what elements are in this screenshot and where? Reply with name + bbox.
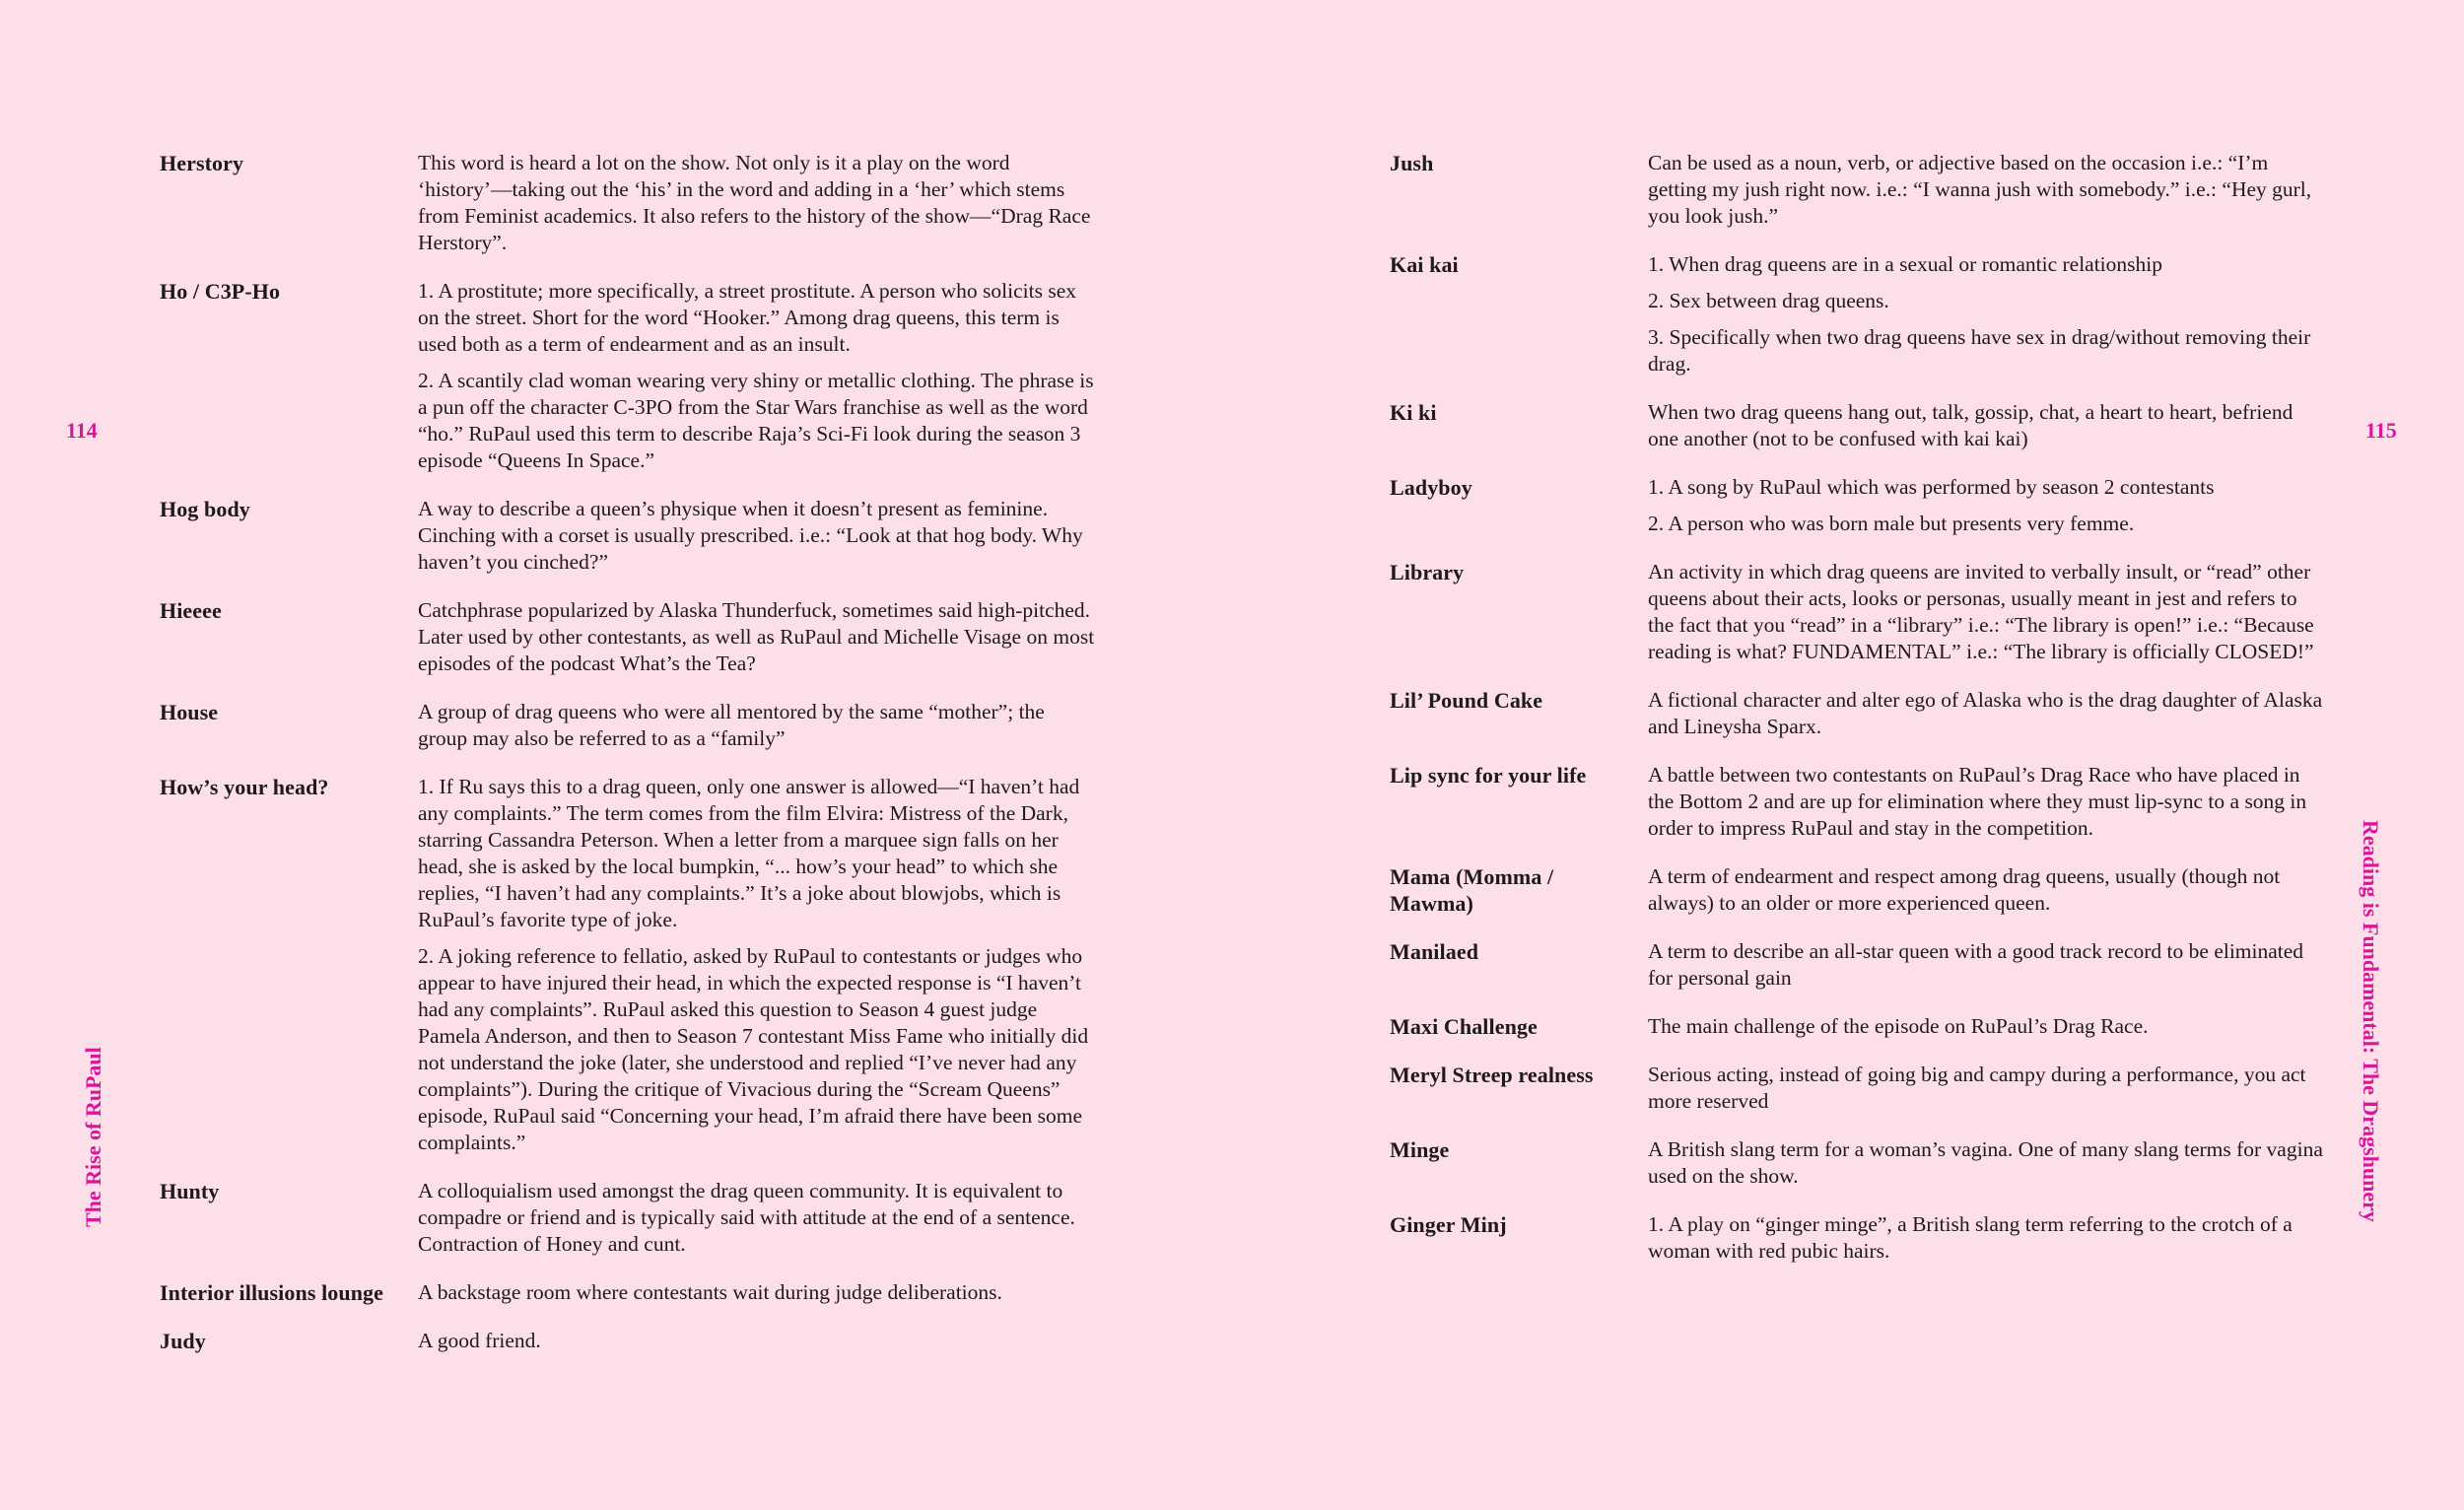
glossary-definition: 1. If Ru says this to a drag queen, only one answer is allowed—“I haven’t had any complaints.” The term comes from the film Elvira: Mistress of the Dark, starring Cassandra Peterson. When a letter from a marquee sign falls on her head, she is asked by the local bumpkin, “... how’s your head” to which she replies, “I haven’t had any complaints.” It’s a joke about blowjobs, which is RuPaul’s favorite type of joke. xyxy=(418,775,1080,931)
glossary-entry xyxy=(160,597,1145,677)
glossary-definition: 2. A joking reference to fellatio, asked by RuPaul to contestants or judges who appear to have injured their head, in which the expected response is “I haven’t had any complaints”. RuPaul asked this question to Season 4 guest judge Pamela Anderson, and then to Season 7 contestant Miss Fame who initially did not understand the joke (later, she understood and replied “I’ve never had any complaints”). During the critique of Vivacious during the “Scream Queens” episode, RuPaul said “Concerning your head, I’m afraid there have been some complaints.” xyxy=(418,944,1089,1154)
glossary-definition: When two drag queens hang out, talk, gossip, chat, a heart to heart, befriend one another (not to be confused with kai kai) xyxy=(1648,400,2293,450)
glossary-term: Maxi Challenge xyxy=(1390,1014,1538,1039)
running-title-right: Reading is Fundamental: The Dragshunery xyxy=(2359,820,2383,1222)
glossary-entry xyxy=(1390,938,2375,992)
glossary-definition: 1. When drag queens are in a sexual or romantic relationship xyxy=(1648,252,2162,276)
right-page-glossary xyxy=(1390,150,2375,1286)
glossary-definition: A term of endearment and respect among drag queens, usually (though not always) to an older or more experienced queen. xyxy=(1648,864,2281,915)
glossary-definition: A backstage room where contestants wait during judge deliberations. xyxy=(418,1280,1002,1304)
page-number-right: 115 xyxy=(2365,418,2397,443)
glossary-entry xyxy=(1390,399,2375,452)
glossary-term: Ki ki xyxy=(1390,400,1437,425)
glossary-entry xyxy=(1390,1136,2375,1190)
glossary-term: Hog body xyxy=(160,497,250,521)
glossary-definition: 3. Specifically when two drag queens have sex in drag/without removing their drag. xyxy=(1648,325,2311,376)
glossary-entry xyxy=(160,150,1145,256)
glossary-entry xyxy=(1390,1062,2375,1115)
glossary-term: Meryl Streep realness xyxy=(1390,1063,1594,1087)
glossary-definition: An activity in which drag queens are invited to verbally insult, or “read” other queens about their acts, looks or personas, usually meant in jest and refers to the fact that you “read” in a “library” i.e.: “The library is open!” i.e.: “Because reading is what? FUNDAMENTAL” i.e.: “The library is officially CLOSED!” xyxy=(1648,560,2314,663)
glossary-term: Kai kai xyxy=(1390,252,1459,277)
glossary-entry xyxy=(160,278,1145,474)
glossary-entry xyxy=(160,1279,1145,1306)
glossary-definition: A good friend. xyxy=(418,1329,541,1352)
running-title-left: The Rise of RuPaul xyxy=(81,1047,105,1227)
glossary-definition: Can be used as a noun, verb, or adjective based on the occasion i.e.: “I’m getting my jush right now. i.e.: “I wanna jush with somebody.” i.e.: “Hey gurl, you look jush.” xyxy=(1648,151,2312,228)
glossary-term: Herstory xyxy=(160,151,244,175)
glossary-definition: A colloquialism used amongst the drag queen community. It is equivalent to compadre or friend and is typically said with attitude at the end of a sentence. Contraction of Honey and cunt. xyxy=(418,1179,1075,1256)
glossary-definition: This word is heard a lot on the show. Not only is it a play on the word ‘history’—taking out the ‘his’ in the word and adding in a ‘her’ which stems from Feminist academics. It also refers to the history of the show—“Drag Race Herstory”. xyxy=(418,151,1091,254)
glossary-term: Hieeee xyxy=(160,598,222,623)
glossary-definition: 1. A play on “ginger minge”, a British slang term referring to the crotch of a woman with red pubic hairs. xyxy=(1648,1212,2293,1263)
glossary-definition: A group of drag queens who were all mentored by the same “mother”; the group may also be referred to as a “family” xyxy=(418,700,1045,750)
glossary-definition: 2. A person who was born male but presents very femme. xyxy=(1648,512,2135,535)
glossary-entry xyxy=(1390,1211,2375,1265)
glossary-definition: A battle between two contestants on RuPaul’s Drag Race who have placed in the Bottom 2 and are up for elimination where they must lip-sync to a song in order to impress RuPaul and stay in the competition. xyxy=(1648,763,2307,840)
glossary-definition: 1. A song by RuPaul which was performed by season 2 contestants xyxy=(1648,475,2215,499)
glossary-entry xyxy=(160,774,1145,1156)
glossary-entry xyxy=(1390,863,2375,917)
glossary-entry xyxy=(1390,150,2375,230)
glossary-term: House xyxy=(160,700,219,724)
glossary-term: Minge xyxy=(1390,1137,1450,1162)
glossary-term: Hunty xyxy=(160,1179,220,1203)
glossary-definition: A fictional character and alter ego of Alaska who is the drag daughter of Alaska and Lineysha Sparx. xyxy=(1648,688,2323,738)
glossary-definition: The main challenge of the episode on RuPaul’s Drag Race. xyxy=(1648,1014,2149,1038)
glossary-entry xyxy=(160,1178,1145,1258)
glossary-term: Ho / C3P-Ho xyxy=(160,279,281,304)
glossary-term: Judy xyxy=(160,1329,206,1353)
glossary-term: Mama (Momma / Mawma) xyxy=(1390,864,1554,916)
glossary-entry xyxy=(1390,559,2375,665)
glossary-term: Lil’ Pound Cake xyxy=(1390,688,1543,713)
left-page-glossary xyxy=(160,150,1145,1376)
glossary-term: Ladyboy xyxy=(1390,475,1472,500)
glossary-term: Library xyxy=(1390,560,1465,584)
glossary-definition: A term to describe an all-star queen with a good track record to be eliminated for personal gain xyxy=(1648,939,2304,990)
glossary-term: Lip sync for your life xyxy=(1390,763,1587,788)
glossary-entry xyxy=(160,699,1145,752)
page-number-left: 114 xyxy=(66,418,98,443)
glossary-term: Interior illusions lounge xyxy=(160,1280,384,1305)
glossary-definition: 2. A scantily clad woman wearing very shiny or metallic clothing. The phrase is a pun off the character C-3PO from the Star Wars franchise as well as the word “ho.” RuPaul used this term to describe Raja’s Sci-Fi look during the season 3 episode “Queens In Space.” xyxy=(418,369,1094,472)
glossary-entry xyxy=(1390,251,2375,378)
glossary-definition: A way to describe a queen’s physique when it doesn’t present as feminine. Cinching with a corset is usually prescribed. i.e.: “Look at that hog body. Why haven’t you cinched?” xyxy=(418,497,1083,574)
glossary-term: Manilaed xyxy=(1390,939,1479,964)
glossary-entry xyxy=(1390,474,2375,537)
glossary-definition: 2. Sex between drag queens. xyxy=(1648,289,1889,312)
glossary-entry xyxy=(160,1328,1145,1354)
glossary-term: Ginger Minj xyxy=(1390,1212,1507,1237)
glossary-definition: Catchphrase popularized by Alaska Thunderfuck, sometimes said high-pitched. Later used by other contestants, as well as RuPaul and Michelle Visage on most episodes of the podcast What’s the Tea? xyxy=(418,598,1095,675)
glossary-definition: A British slang term for a woman’s vagina. One of many slang terms for vagina used on the show. xyxy=(1648,1137,2323,1188)
glossary-entry xyxy=(1390,687,2375,740)
glossary-definition: 1. A prostitute; more specifically, a street prostitute. A person who solicits sex on the street. Short for the word “Hooker.” Among drag queens, this term is used both as a term of endearment and as an insult. xyxy=(418,279,1076,356)
glossary-term: How’s your head? xyxy=(160,775,329,799)
glossary-entry xyxy=(1390,1013,2375,1040)
glossary-entry xyxy=(1390,762,2375,842)
glossary-definition: Serious acting, instead of going big and campy during a performance, you act more reserved xyxy=(1648,1063,2306,1113)
glossary-term: Jush xyxy=(1390,151,1434,175)
glossary-entry xyxy=(160,496,1145,576)
